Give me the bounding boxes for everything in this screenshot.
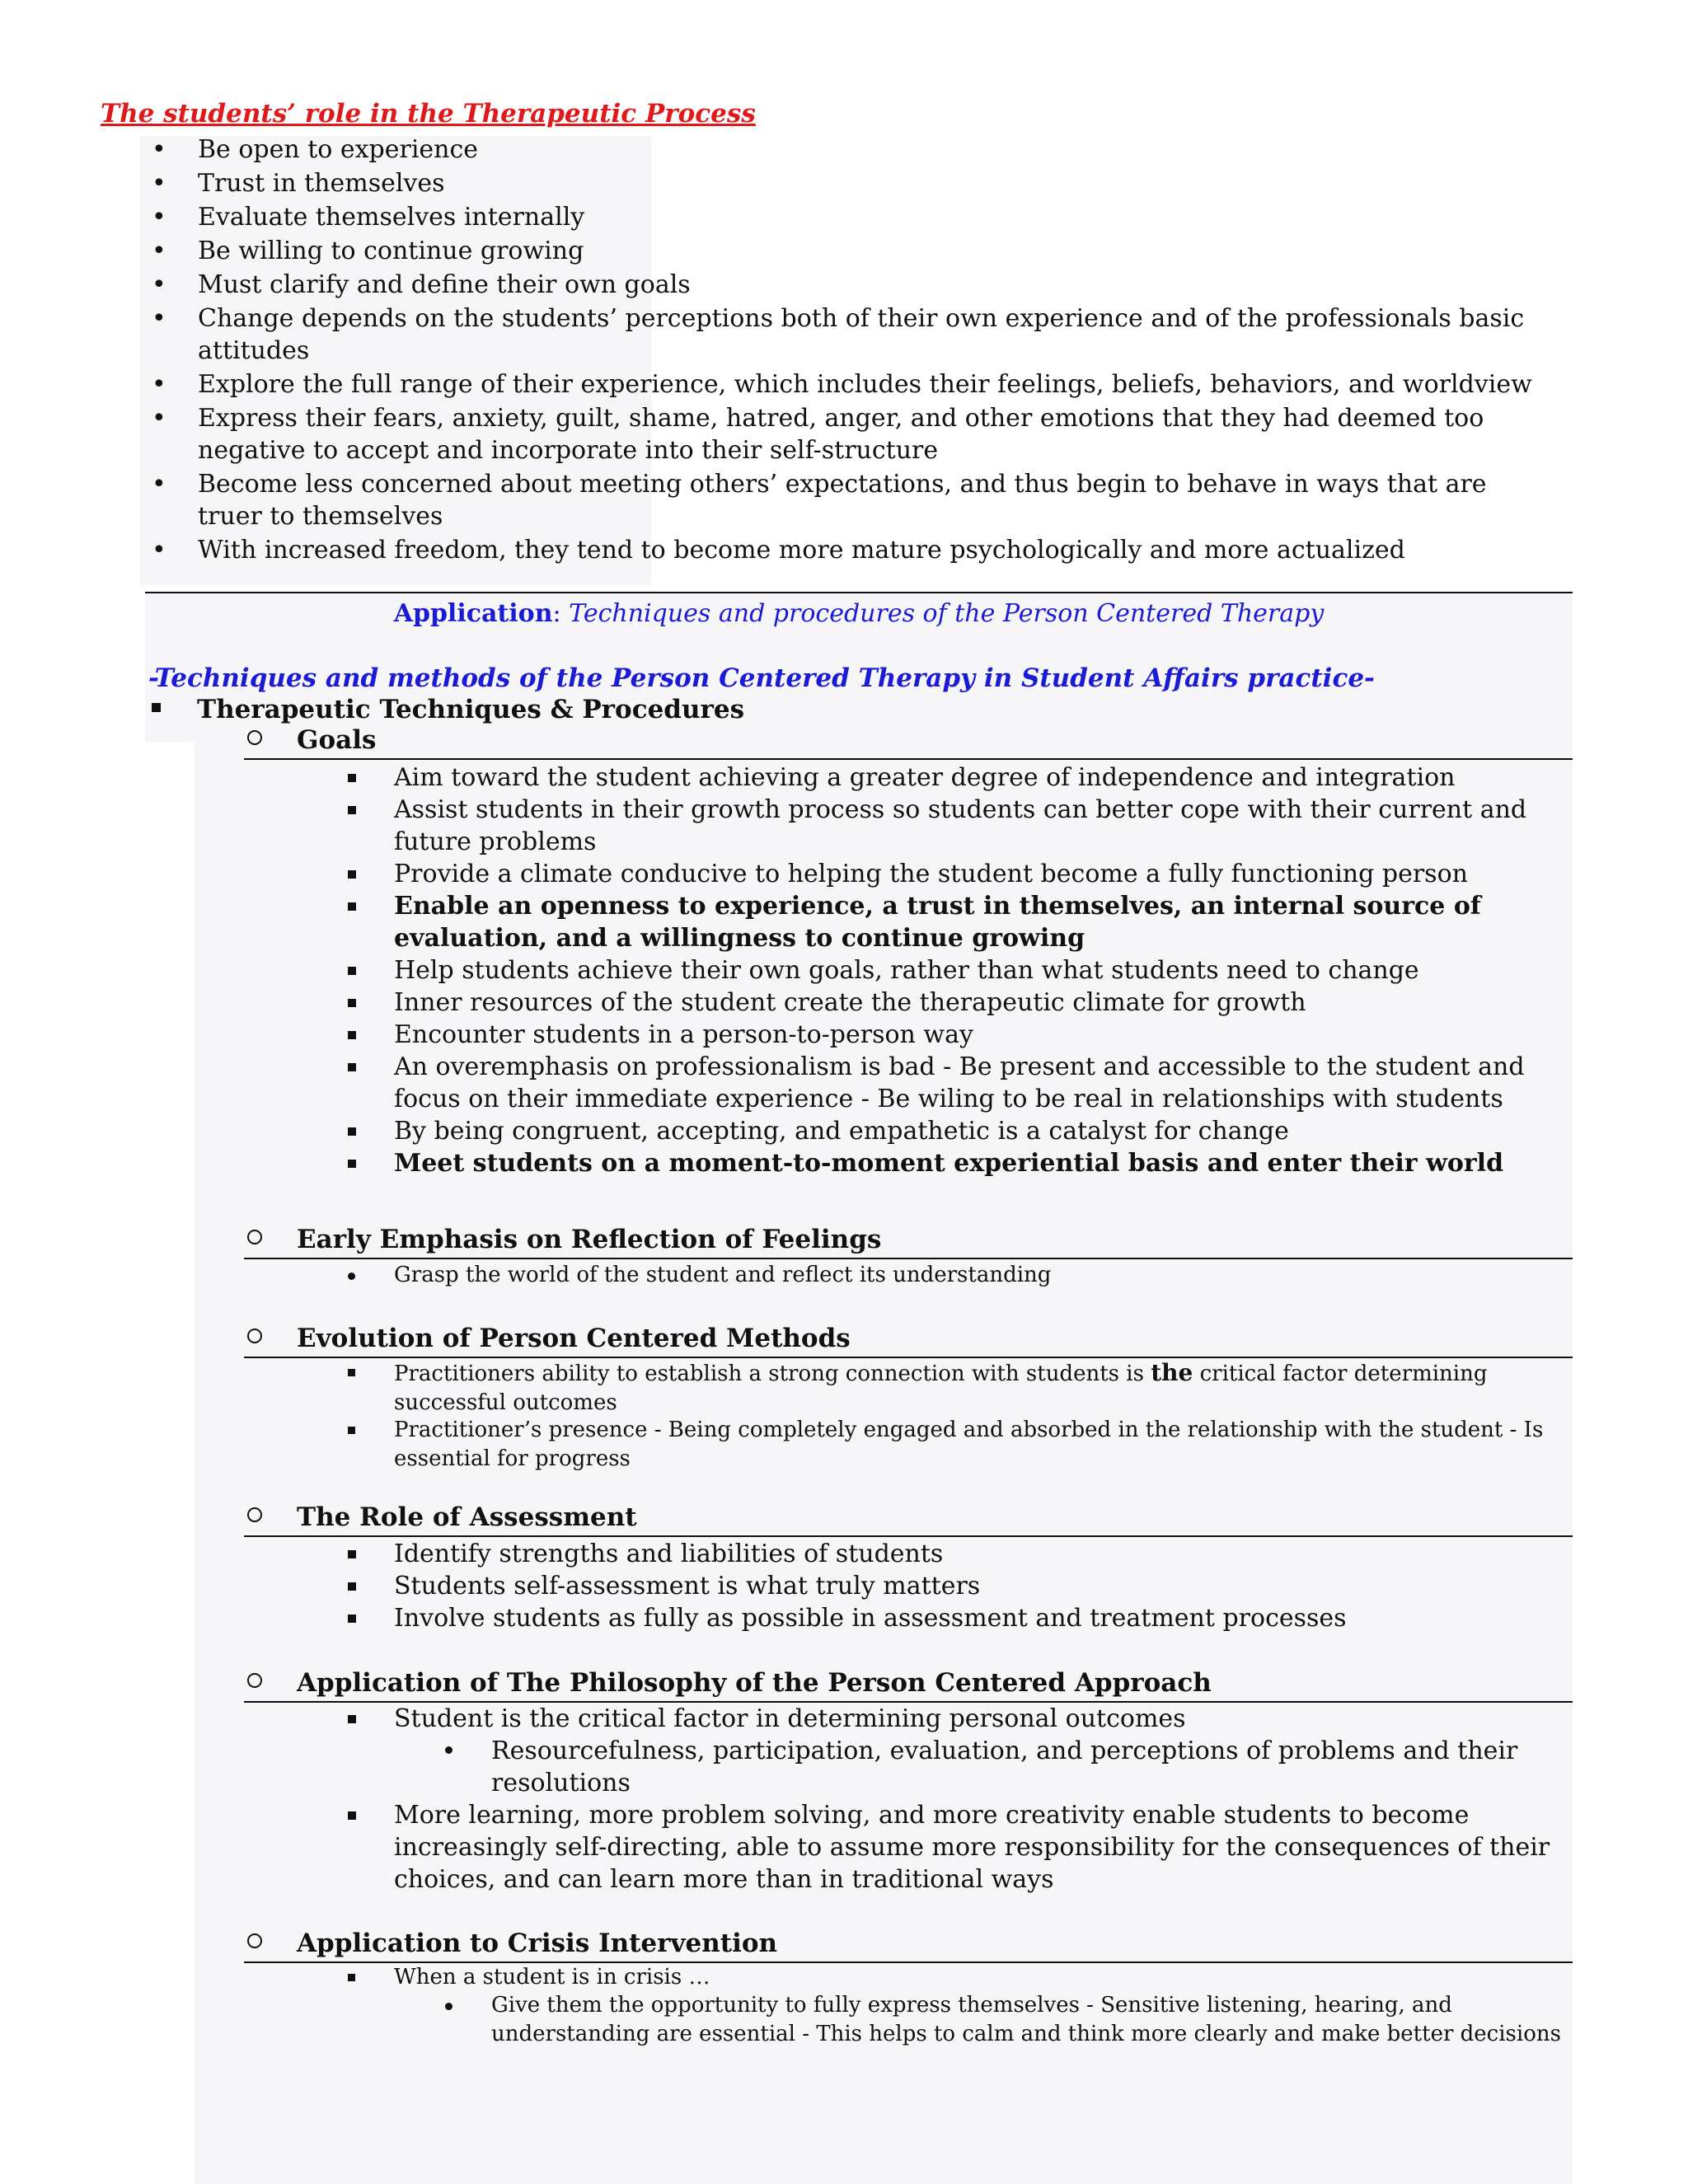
list-item-text: Grasp the world of the student and reflect its understanding [394, 1263, 1052, 1287]
list-item-text: An overemphasis on professionalism is bad - Be present and accessible to the student and focus on their immediate experience - Be wiling to be real in relationships with students [394, 1052, 1525, 1113]
square-bullet-icon [152, 703, 161, 712]
list-item [0, 134, 1550, 166]
list-item [0, 534, 1550, 566]
square-bullet-icon [348, 1031, 356, 1039]
application-subtitle: Techniques and procedures of the Person Centered Therapy [569, 599, 1325, 628]
bullet-icon: • [152, 536, 166, 565]
square-bullet-icon [348, 806, 356, 814]
list-item-text: Students self-assessment is what truly matters [394, 1572, 981, 1601]
list-item [0, 201, 1550, 233]
bullet-icon [445, 1746, 452, 1754]
list-item [394, 1963, 1573, 1992]
list-item-text: Enable an openness to experience, a trust in themselves, an internal source of evaluation, and a willingness to continue growing [394, 892, 1481, 953]
list-item [0, 402, 1550, 466]
list-item [0, 167, 1550, 199]
list-item-text: Become less concerned about meeting others’ expectations, and thus begin to behave in ways that are truer to themselves [198, 470, 1487, 531]
list-item [394, 1051, 1573, 1115]
section-heading: Goals [297, 725, 377, 755]
list-item [394, 1799, 1573, 1896]
sub-list-item [491, 1991, 1573, 2049]
square-bullet-icon [348, 1550, 356, 1558]
list-item-text: More learning, more problem solving, and more creativity enable students to become increasingly self-directing, able to assume more responsibility for the consequences of their choices, and can learn more than in traditional ways [394, 1801, 1550, 1894]
square-bullet-icon [348, 1127, 356, 1136]
list-item-text: Be open to experience [198, 135, 479, 164]
list-item-text: Encounter students in a person-to-person way [394, 1020, 973, 1049]
list-item [394, 1115, 1573, 1147]
bullet-icon: • [152, 270, 166, 299]
list-item-text: Meet students on a moment-to-moment experiential basis and enter their world [394, 1149, 1504, 1178]
list-item-text: Evaluate themselves internally [198, 203, 585, 232]
circle-bullet-icon [247, 1230, 262, 1244]
list-item-text: Must clarify and define their own goals [198, 270, 691, 299]
bullet-icon [348, 1272, 355, 1280]
list-item [0, 468, 1550, 532]
list-item-text: Express their fears, anxiety, guilt, shame, hatred, anger, and other emotions that they had deemed too negative to accept and incorporate into their self-structure [198, 404, 1484, 465]
list-item [394, 1261, 1573, 1290]
bullet-icon: • [152, 404, 166, 433]
list-item-text: Practitioners ability to establish a strong connection with students is [394, 1361, 1151, 1386]
list-item-text: Student is the critical factor in determining personal outcomes [394, 1704, 1186, 1733]
list-item [0, 235, 1550, 267]
subheading: -Techniques and methods of the Person Centered Therapy in Student Affairs practice- [148, 663, 1375, 693]
section-heading: Application of The Philosophy of the Person Centered Approach [297, 1668, 1212, 1698]
square-bullet-icon [348, 1063, 356, 1071]
list-item-text: Be willing to continue growing [198, 237, 584, 265]
circle-bullet-icon [247, 1933, 262, 1948]
sub-list-item [491, 1735, 1573, 1799]
square-bullet-icon [348, 1615, 356, 1623]
square-bullet-icon [348, 774, 356, 782]
list-item [394, 1570, 1573, 1602]
bullet-icon: • [152, 470, 166, 499]
heading-underline [244, 758, 1573, 760]
list-item [394, 1416, 1573, 1474]
list-item-text: Trust in themselves [198, 169, 445, 198]
main-item [152, 695, 744, 724]
list-item-text: Resourcefulness, participation, evaluation, and perceptions of problems and their resolutions [491, 1736, 1518, 1797]
list-item [394, 762, 1573, 794]
square-bullet-icon [348, 1715, 356, 1723]
square-bullet-icon [348, 999, 356, 1007]
list-item-text: Provide a climate conducive to helping the student become a fully functioning person [394, 860, 1468, 888]
list-item-text: Change depends on the students’ perceptions both of their own experience and of the professionals basic attitudes [198, 304, 1525, 365]
bullet-icon [445, 2003, 452, 2010]
role-list [0, 134, 1688, 568]
heading-underline [244, 1535, 1573, 1537]
main-item-text: Therapeutic Techniques & Procedures [197, 695, 745, 724]
section-heading: Evolution of Person Centered Methods [297, 1324, 851, 1353]
bullet-icon: • [152, 203, 166, 232]
horizontal-rule [145, 592, 1573, 593]
square-bullet-icon [348, 1160, 356, 1168]
list-item [0, 302, 1550, 367]
list-item [394, 1602, 1573, 1634]
square-bullet-icon [348, 1974, 355, 1981]
list-item [394, 794, 1573, 858]
list-item-text: Identify strengths and liabilities of students [394, 1540, 944, 1568]
list-item-text: With increased freedom, they tend to become more mature psychologically and more actualized [198, 536, 1405, 565]
bullet-icon: • [152, 237, 166, 265]
circle-bullet-icon [247, 1507, 262, 1522]
square-bullet-icon [348, 1811, 356, 1820]
list-item [394, 890, 1573, 954]
bullet-icon: • [152, 370, 166, 399]
section-heading: The Role of Assessment [297, 1502, 637, 1532]
bullet-icon: • [152, 169, 166, 198]
list-item [0, 368, 1550, 401]
list-item-text: Explore the full range of their experience, which includes their feelings, beliefs, behaviors, and worldview [198, 370, 1532, 399]
list-item-text: Aim toward the student achieving a greater degree of independence and integration [394, 763, 1456, 792]
square-bullet-icon [348, 1427, 355, 1434]
bullet-icon: • [152, 135, 166, 164]
list-item-text: Involve students as fully as possible in assessment and treatment processes [394, 1604, 1347, 1633]
list-item [394, 1538, 1573, 1570]
list-item-text: By being congruent, accepting, and empathetic is a catalyst for change [394, 1117, 1289, 1146]
list-item [394, 858, 1573, 890]
heading-underline [244, 1258, 1573, 1259]
application-heading [145, 599, 1573, 628]
list-item-text: Inner resources of the student create the therapeutic climate for growth [394, 988, 1306, 1017]
square-bullet-icon [348, 967, 356, 975]
list-item-text: Practitioner’s presence - Being completely engaged and absorbed in the relationship with the student - Is essential for progress [394, 1418, 1544, 1471]
section-title: The students’ role in the Therapeutic Process [101, 99, 756, 129]
list-item-text: Assist students in their growth process so students can better cope with their current and future problems [394, 795, 1527, 856]
list-item [394, 1358, 1573, 1418]
section-heading: Application to Crisis Intervention [297, 1929, 778, 1958]
list-item-text: Help students achieve their own goals, rather than what students need to change [394, 956, 1419, 985]
application-colon: : [552, 599, 561, 628]
list-item-text: critical factor determining successful outcomes [394, 1361, 1488, 1415]
list-item [394, 1019, 1573, 1051]
list-item [394, 987, 1573, 1019]
list-item-text: Give them the opportunity to fully express themselves - Sensitive listening, hearing, and understanding are essential - This helps to calm and think more clearly and make better decisions [491, 1993, 1561, 2046]
list-item [0, 269, 1550, 301]
square-bullet-icon [348, 1369, 355, 1376]
list-item [394, 1147, 1573, 1179]
square-bullet-icon [348, 1582, 356, 1591]
circle-bullet-icon [247, 1329, 262, 1343]
square-bullet-icon [348, 902, 356, 911]
square-bullet-icon [348, 870, 356, 879]
circle-bullet-icon [247, 1673, 262, 1688]
section-heading: Early Emphasis on Reflection of Feelings [297, 1225, 882, 1254]
emphasis-text: the [1151, 1359, 1193, 1386]
list-item [394, 954, 1573, 987]
list-item-text: When a student is in crisis … [394, 1965, 710, 1990]
list-item [394, 1703, 1573, 1735]
application-label: Application [393, 599, 553, 628]
bullet-icon: • [152, 304, 166, 333]
circle-bullet-icon [247, 730, 262, 745]
